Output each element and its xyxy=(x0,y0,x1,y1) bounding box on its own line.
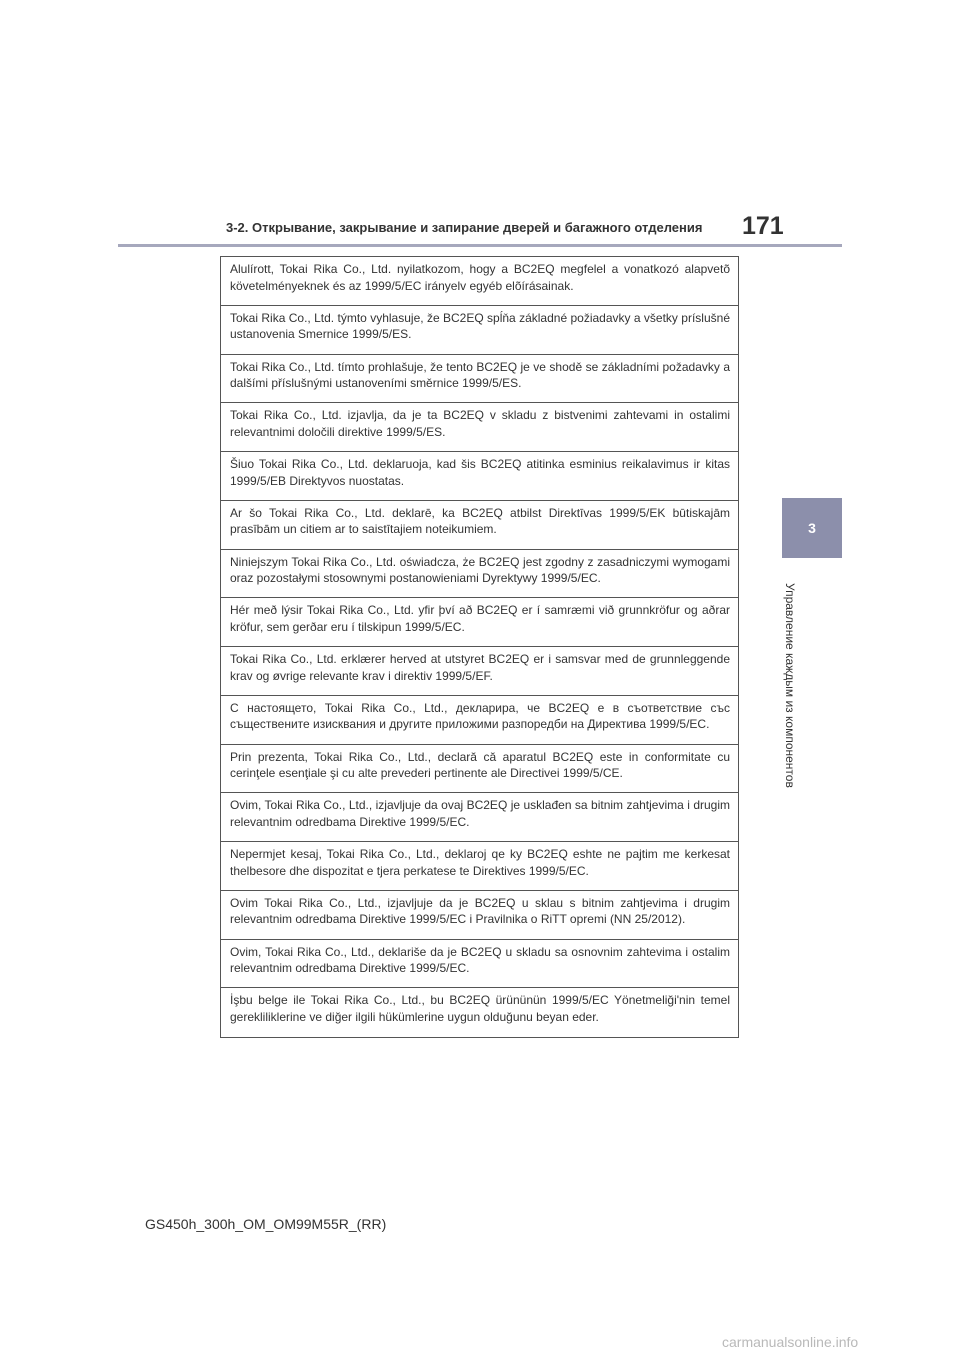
declaration-row-turkish: İşbu belge ile Tokai Rika Co., Ltd., bu BC2EQ ürününün 1999/5/EC Yönetmeliği'nin temel gerekliliklerine ve diğer ilgili hükümlerine uygun olduğunu beyan eder. xyxy=(230,993,730,1024)
declaration-row-latvian: Ar šo Tokai Rika Co., Ltd. deklarē, ka BC2EQ atbilst Direktīvas 1999/5/EK būtiskajām prasībām un citiem ar to saistītajiem noteikumiem. xyxy=(221,501,738,550)
watermark: carmanualsonline.info xyxy=(722,1334,859,1350)
declaration-row-norwegian: Tokai Rika Co., Ltd. erklærer herved at utstyret BC2EQ er i samsvar med de grunnleggende krav og øvrige relevante krav i direktiv 1999/5/EF. xyxy=(221,647,738,696)
declaration-row-albanian: Nepermjet kesaj, Tokai Rika Co., Ltd., deklaroj qe ky BC2EQ eshte ne pajtim me kerkesat thelbesore dhe dispozitat e tjera perkatese te Direktives 1999/5/EC. xyxy=(221,842,738,891)
declaration-row-romanian: Prin prezenta, Tokai Rika Co., Ltd., declară că aparatul BC2EQ este in conformitate cu cerinţele esenţiale şi cu alte prevederi pertinente ale Directivei 1999/5/CE. xyxy=(221,745,738,794)
header-divider xyxy=(118,244,842,247)
declaration-row-czech: Tokai Rika Co., Ltd. tímto prohlašuje, že tento BC2EQ je ve shodě se základními požadavky a dalšími příslušnými ustanoveními směrnice 1999/5/ES. xyxy=(221,355,738,404)
declaration-row-lithuanian: Šiuo Tokai Rika Co., Ltd. deklaruoja, kad šis BC2EQ atitinka esminius reikalavimus ir kitas 1999/5/EB Direktyvos nuostatas. xyxy=(221,452,738,501)
page-number: 171 xyxy=(742,212,784,240)
declaration-row-icelandic: Hér með lýsir Tokai Rika Co., Ltd. yfir því að BC2EQ er í samræmi við grunnkröfur og aðrar kröfur, sem gerðar eru í tilskipun 1999/5/EC. xyxy=(221,598,738,647)
declaration-row-serbian: Ovim, Tokai Rika Co., Ltd., deklariše da je BC2EQ u skladu sa osnovnim zahtevima i ostalim relevantnim odredbama Direktive 1999/5/EC. xyxy=(221,940,738,989)
declaration-row-slovenian: Tokai Rika Co., Ltd. izjavlja, da je ta BC2EQ v skladu z bistvenimi zahtevami in ostalimi relevantnimi določili direktive 1999/5/ES. xyxy=(221,403,738,452)
declaration-table xyxy=(220,256,739,1038)
chapter-side-title: Управление каждым из компонентов xyxy=(783,582,797,788)
chapter-tab[interactable]: 3 xyxy=(782,498,842,558)
declaration-row-hungarian: Alulírott, Tokai Rika Co., Ltd. nyilatkozom, hogy a BC2EQ megfelel a vonatkozó alapvetõ követelményeknek és az 1999/5/EC irányelv egyéb elõírásainak. xyxy=(221,257,738,306)
section-title: 3-2. Открывание, закрывание и запирание дверей и багажного отделения xyxy=(226,220,703,235)
document-code: GS450h_300h_OM_OM99M55R_(RR) xyxy=(145,1216,387,1232)
declaration-row-bosnian: Ovim, Tokai Rika Co., Ltd., izjavljuje da ovaj BC2EQ je usklađen sa bitnim zahtjevima i drugim relevantnim odredbama Direktive 1999/5/EC. xyxy=(221,793,738,842)
declaration-row-slovak: Tokai Rika Co., Ltd. týmto vyhlasuje, že BC2EQ spĺňa základné požiadavky a všetky príslušné ustanovenia Smernice 1999/5/ES. xyxy=(221,306,738,355)
declaration-row-croatian: Ovim Tokai Rika Co., Ltd., izjavljuje da je BC2EQ u sklau s bitnim zahtjevima i drugim relevantnim odredbama Direktive 1999/5/EC i Pravilnika o RiTT opremi (NN 25/2012). xyxy=(221,891,738,940)
declaration-row-bulgarian: С настоящето, Tokai Rika Co., Ltd., декларира, че BC2EQ е в съответствие със съществените изисквания и другите приложими разпоредби на Директива 1999/5/EC. xyxy=(221,696,738,745)
declaration-row-polish: Niniejszym Tokai Rika Co., Ltd. oświadcza, że BC2EQ jest zgodny z zasadniczymi wymogami oraz pozostałymi stosownymi postanowieniami Dyrektywy 1999/5/EC. xyxy=(221,550,738,599)
